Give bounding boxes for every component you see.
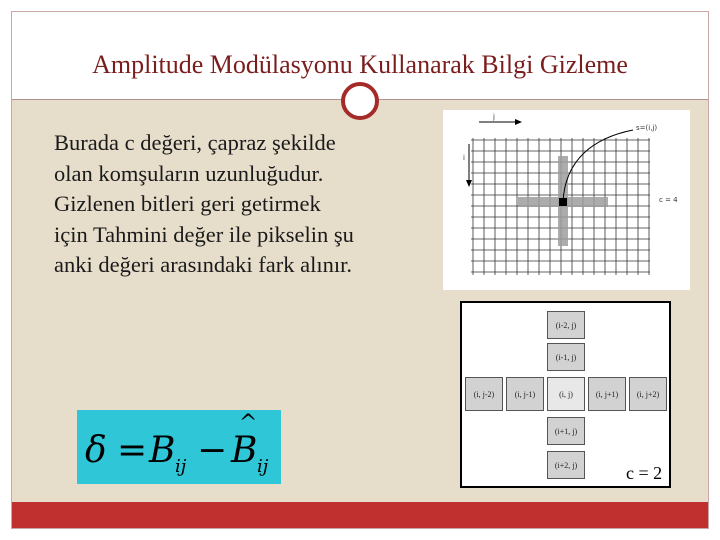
grid-figure — [443, 110, 690, 290]
svg-text:^: ^ — [239, 411, 258, 436]
axis-j-label: j — [493, 113, 495, 121]
svg-text:B: B — [149, 430, 176, 471]
grid-diagram — [443, 110, 690, 290]
slide-title: Amplitude Modülasyonu Kullanarak Bilgi Gizleme — [92, 50, 628, 79]
axis-i-label: i — [463, 154, 465, 162]
bullet-item — [30, 128, 360, 189]
bullet-list — [30, 128, 360, 281]
cell-i-minus-2: (i-2, j) — [547, 311, 585, 339]
c-value-label: c = 2 — [626, 463, 663, 483]
cell-i-minus-1: (i-1, j) — [547, 343, 585, 371]
svg-text:B: B — [231, 430, 258, 471]
formula-box — [77, 410, 281, 484]
bullet-item — [30, 189, 360, 281]
formula-image — [77, 410, 281, 484]
cell-center: (i, j) — [547, 377, 585, 411]
cell-i-plus-2: (i+2, j) — [547, 451, 585, 479]
bullet-text: Burada c değeri, çapraz şekilde olan komşuların uzunluğudur. — [54, 130, 336, 186]
decorative-circle — [341, 82, 379, 120]
svg-text:δ: δ — [85, 430, 107, 471]
footer-bar — [12, 502, 708, 528]
cell-j-minus-1: (i, j-1) — [506, 377, 544, 411]
svg-text:−: − — [197, 430, 228, 471]
neighborhood-figure — [460, 301, 671, 488]
cell-i-plus-1: (i+1, j) — [547, 417, 585, 445]
bullet-text: Gizlenen bitleri geri getirmek için Tahmini değer ile pikselin şu anki değeri arasındaki fark alınır. — [54, 191, 354, 277]
svg-text:ij: ij — [175, 456, 187, 477]
cell-j-plus-2: (i, j+2) — [629, 377, 667, 411]
point-label: s=(i,j) — [636, 124, 658, 132]
c-label: c = 4 — [659, 196, 678, 204]
cell-j-minus-2: (i, j-2) — [465, 377, 503, 411]
svg-text:=: = — [117, 430, 148, 471]
svg-text:ij: ij — [257, 456, 269, 477]
cell-j-plus-1: (i, j+1) — [588, 377, 626, 411]
